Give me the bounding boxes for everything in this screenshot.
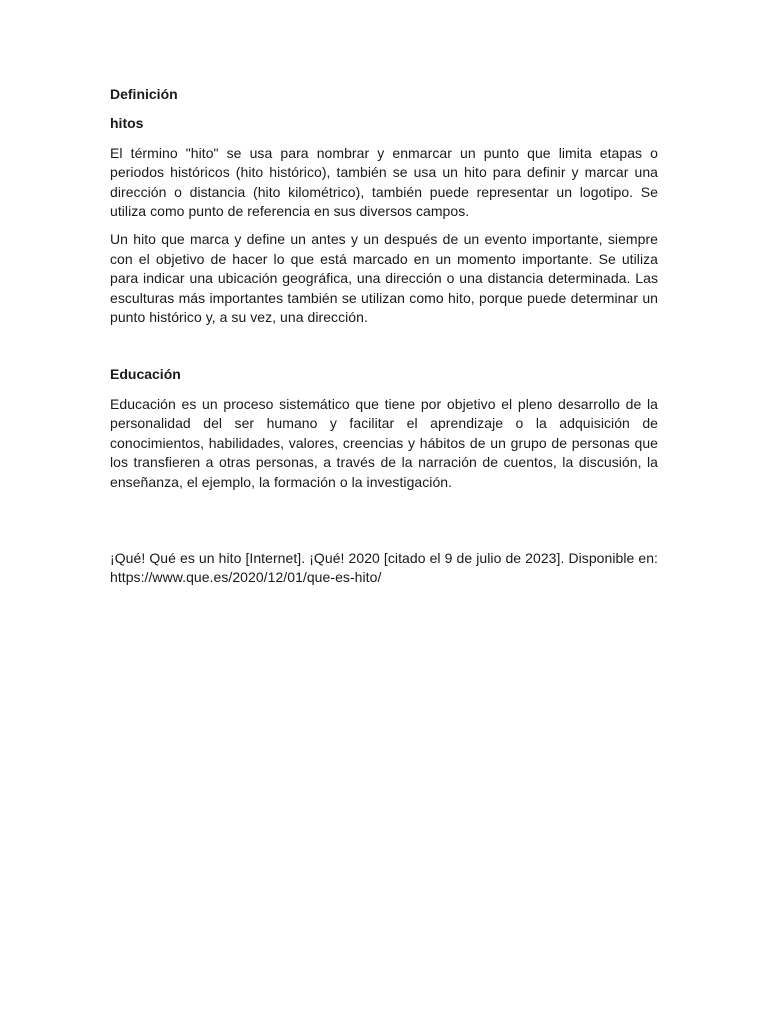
definition-heading: Definición	[110, 86, 178, 102]
hitos-paragraph-1: El término "hito" se usa para nombrar y enmarcar un punto que limita etapas o periodos históricos (hito histórico), también se usa un hito para definir y marcar una dirección o distancia (hito kilométrico), también puede representar un logotipo. Se utiliza como punto de referencia en sus diversos campos.	[110, 144, 658, 220]
hitos-paragraph-2: Un hito que marca y define un antes y un después de un evento importante, siempre con el objetivo de hacer lo que está marcado en un momento importante. Se utiliza para indicar una ubicación geográfica, una dirección o una distancia determinada. Las esculturas más importantes también se utilizan como hito, porque puede determinar un punto histórico y, a su vez, una dirección.	[110, 231, 658, 326]
education-paragraph: Educación es un proceso sistemático que tiene por objetivo el pleno desarrollo de la personalidad del ser humano y facilitar el aprendizaje o la adquisición de conocimientos, habilidades, valores, creencias y hábitos de un grupo de personas que los transfieren a otras personas, a través de la narración de cuentos, la discusión, la enseñanza, el ejemplo, la formación o la investigación.	[110, 395, 658, 490]
education-heading: Educación	[110, 366, 181, 383]
document-page	[110, 85, 658, 588]
reference-citation: ¡Qué! Qué es un hito [Internet]. ¡Qué! 2020 [citado el 9 de julio de 2023]. Disponible en: https://www.que.es/2020/12/01/que-es-hito/	[110, 549, 658, 586]
hitos-heading: hitos	[110, 115, 144, 132]
